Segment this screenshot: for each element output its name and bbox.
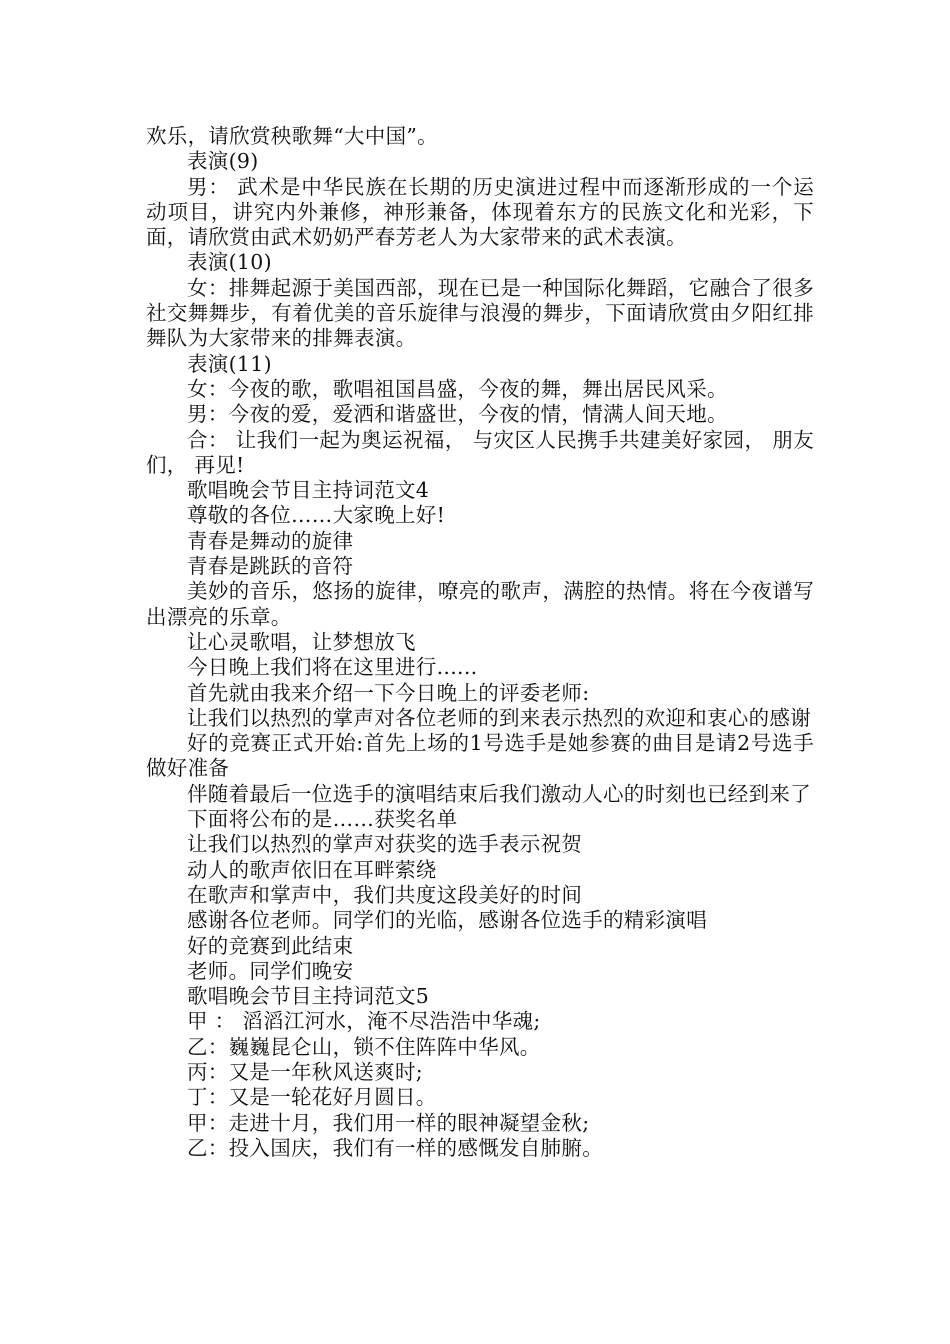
paragraph-p31: 丙：又是一年秋风送爽时; xyxy=(187,1059,424,1084)
paragraph-p17: 首先就由我来介绍一下今日晚上的评委老师: xyxy=(187,680,590,705)
paragraph-p05: 女：排舞起源于美国西部，现在已是一种国际化舞蹈，它融合了很多社交舞舞步，有着优美的音乐旋律与浪漫的舞步，下面请欣赏由夕阳红排舞队为大家带来的排舞表演。 xyxy=(146,275,814,351)
paragraph-p34: 乙：投入国庆，我们有一样的感慨发自肺腑。 xyxy=(187,1135,603,1160)
paragraph-p15: 让心灵歌唱，让梦想放飞 xyxy=(187,629,416,654)
paragraph-p25: 感谢各位老师。同学们的光临，感谢各位选手的精彩演唱 xyxy=(187,908,707,933)
paragraph-p04: 表演(10) xyxy=(187,250,272,275)
paragraph-p20: 伴随着最后一位选手的演唱结束后我们激动人心的时刻也已经到来了 xyxy=(187,781,811,806)
paragraph-p27: 老师。同学们晚安 xyxy=(187,958,354,983)
paragraph-p07: 女：今夜的歌，歌唱祖国昌盛，今夜的舞，舞出居民风采。 xyxy=(187,376,728,401)
paragraph-p16: 今日晚上我们将在这里进行...... xyxy=(187,655,478,680)
paragraph-p08: 男：今夜的爱，爱洒和谐盛世，今夜的情，情满人间天地。 xyxy=(187,402,728,427)
paragraph-p06: 表演(11) xyxy=(187,351,272,376)
paragraph-p13: 青春是跳跃的音符 xyxy=(187,554,354,579)
paragraph-p32: 丁：又是一轮花好月圆日。 xyxy=(187,1085,437,1110)
paragraph-p19: 好的竞赛正式开始:首先上场的1号选手是她参赛的曲目是请2号选手做好准备 xyxy=(146,731,814,781)
paragraph-p30: 乙：巍巍昆仑山，锁不住阵阵中华风。 xyxy=(187,1034,541,1059)
paragraph-p11: 尊敬的各位……大家晚上好! xyxy=(187,503,446,528)
paragraph-p22: 让我们以热烈的掌声对获奖的选手表示祝贺 xyxy=(187,832,583,857)
paragraph-p12: 青春是舞动的旋律 xyxy=(187,528,354,553)
paragraph-p10: 歌唱晚会节目主持词范文4 xyxy=(187,478,430,503)
paragraph-p21: 下面将公布的是……获奖名单 xyxy=(187,807,458,832)
paragraph-p26: 好的竞赛到此结束 xyxy=(187,933,354,958)
paragraph-p03: 男： 武术是中华民族在长期的历史演进过程中而逐渐形成的一个运动项目，讲究内外兼修，神形兼备，体现着东方的民族文化和光彩，下面，请欣赏由武术奶奶严春芳老人为大家带来的武术表演。 xyxy=(146,174,814,250)
paragraph-p29: 甲 ： 滔滔江河水，淹不尽浩浩中华魂; xyxy=(187,1009,541,1034)
paragraph-p09: 合： 让我们一起为奥运祝福， 与灾区人民携手共建美好家园， 朋友们， 再见! xyxy=(146,427,814,477)
paragraph-p02: 表演(9) xyxy=(187,149,259,174)
paragraph-p24: 在歌声和掌声中，我们共度这段美好的时间 xyxy=(187,882,583,907)
paragraph-p23: 动人的歌声依旧在耳畔萦绕 xyxy=(187,857,437,882)
paragraph-p01: 欢乐，请欣赏秧歌舞“大中国”。 xyxy=(146,124,438,148)
document-body xyxy=(146,124,814,1161)
paragraph-p33: 甲：走进十月，我们用一样的眼神凝望金秋; xyxy=(187,1110,590,1135)
paragraph-p18: 让我们以热烈的掌声对各位老师的到来表示热烈的欢迎和衷心的感谢 xyxy=(187,705,811,730)
paragraph-p28: 歌唱晚会节目主持词范文5 xyxy=(187,984,430,1009)
paragraph-p14: 美妙的音乐，悠扬的旋律，嘹亮的歌声，满腔的热情。将在今夜谱写出漂亮的乐章。 xyxy=(146,579,814,629)
